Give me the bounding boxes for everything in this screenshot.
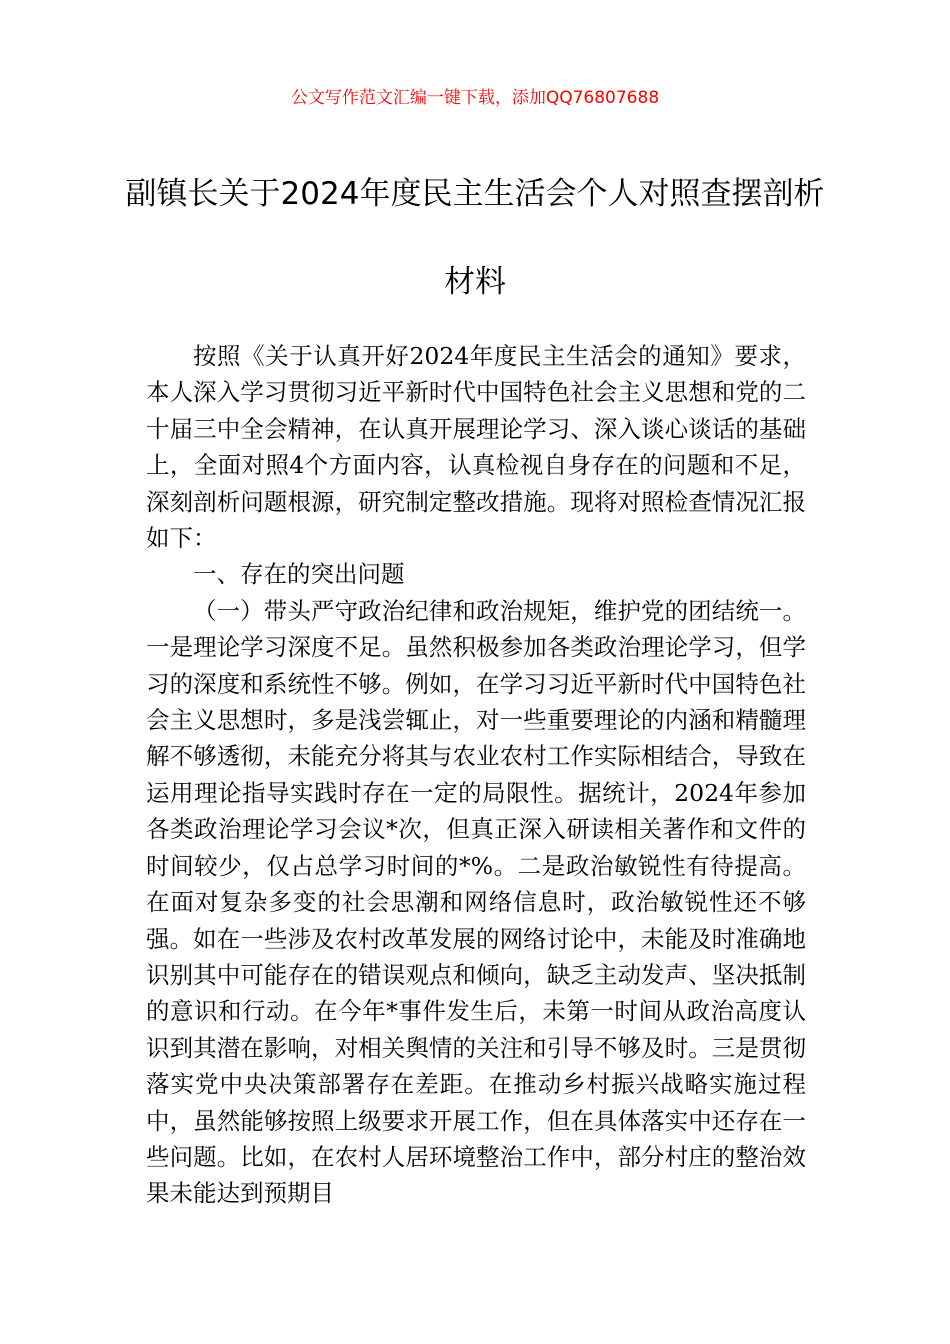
document-title: 副镇长关于2024年度民主生活会个人对照查摆剖析材料 [125,176,825,300]
section-heading: 一、存在的突出问题 [193,560,405,589]
body-paragraph: （一）带头严守政治纪律和政治规矩，维护党的团结统一。一是理论学习深度不足。虽然积极参加各类政治理论学习，但学习的深度和系统性不够。例如，在学习习近平新时代中国特色社会主义思想时，多是浅尝辄止，对一些重要理论的内涵和精髓理解不够透彻，未能充分将其与农业农村工作实际相结合，导致在运用理论指导实践时存在一定的局限性。据统计，2024年参加各类政治理论学习会议*次，但真正深入研读相关著作和文件的时间较少，仅占总学习时间的*%。二是政治敏锐性有待提高。在面对复杂多变的社会思潮和网络信息时，政治敏锐性还不够强。如在一些涉及农村改革发展的网络讨论中，未能及时准确地识别其中可能存在的错误观点和倾向，缺乏主动发声、坚决抵制的意识和行动。在今年*事件发生后，未第一时间从政治高度认识到其潜在影响，对相关舆情的关注和引导不够及时。三是贯彻落实党中央决策部署存在差距。在推动乡村振兴战略实施过程中，虽然能够按照上级要求开展工作，但在具体落实中还存在一些问题。比如，在农村人居环境整治工作中，部分村庄的整治效果未能达到预期目 [146,596,806,1208]
intro-paragraph: 按照《关于认真开好2024年度民主生活会的通知》要求，本人深入学习贯彻习近平新时代中国特色社会主义思想和党的二十届三中全会精神，在认真开展理论学习、深入谈心谈话的基础上，全面对照4个方面内容，认真检视自身存在的问题和不足，深刻剖析问题根源，研究制定整改措施。现将对照检查情况汇报如下： [146,342,806,553]
document-body [146,338,806,1212]
download-banner: 公文写作范文汇编一键下载，添加QQ76807688 [290,88,660,108]
